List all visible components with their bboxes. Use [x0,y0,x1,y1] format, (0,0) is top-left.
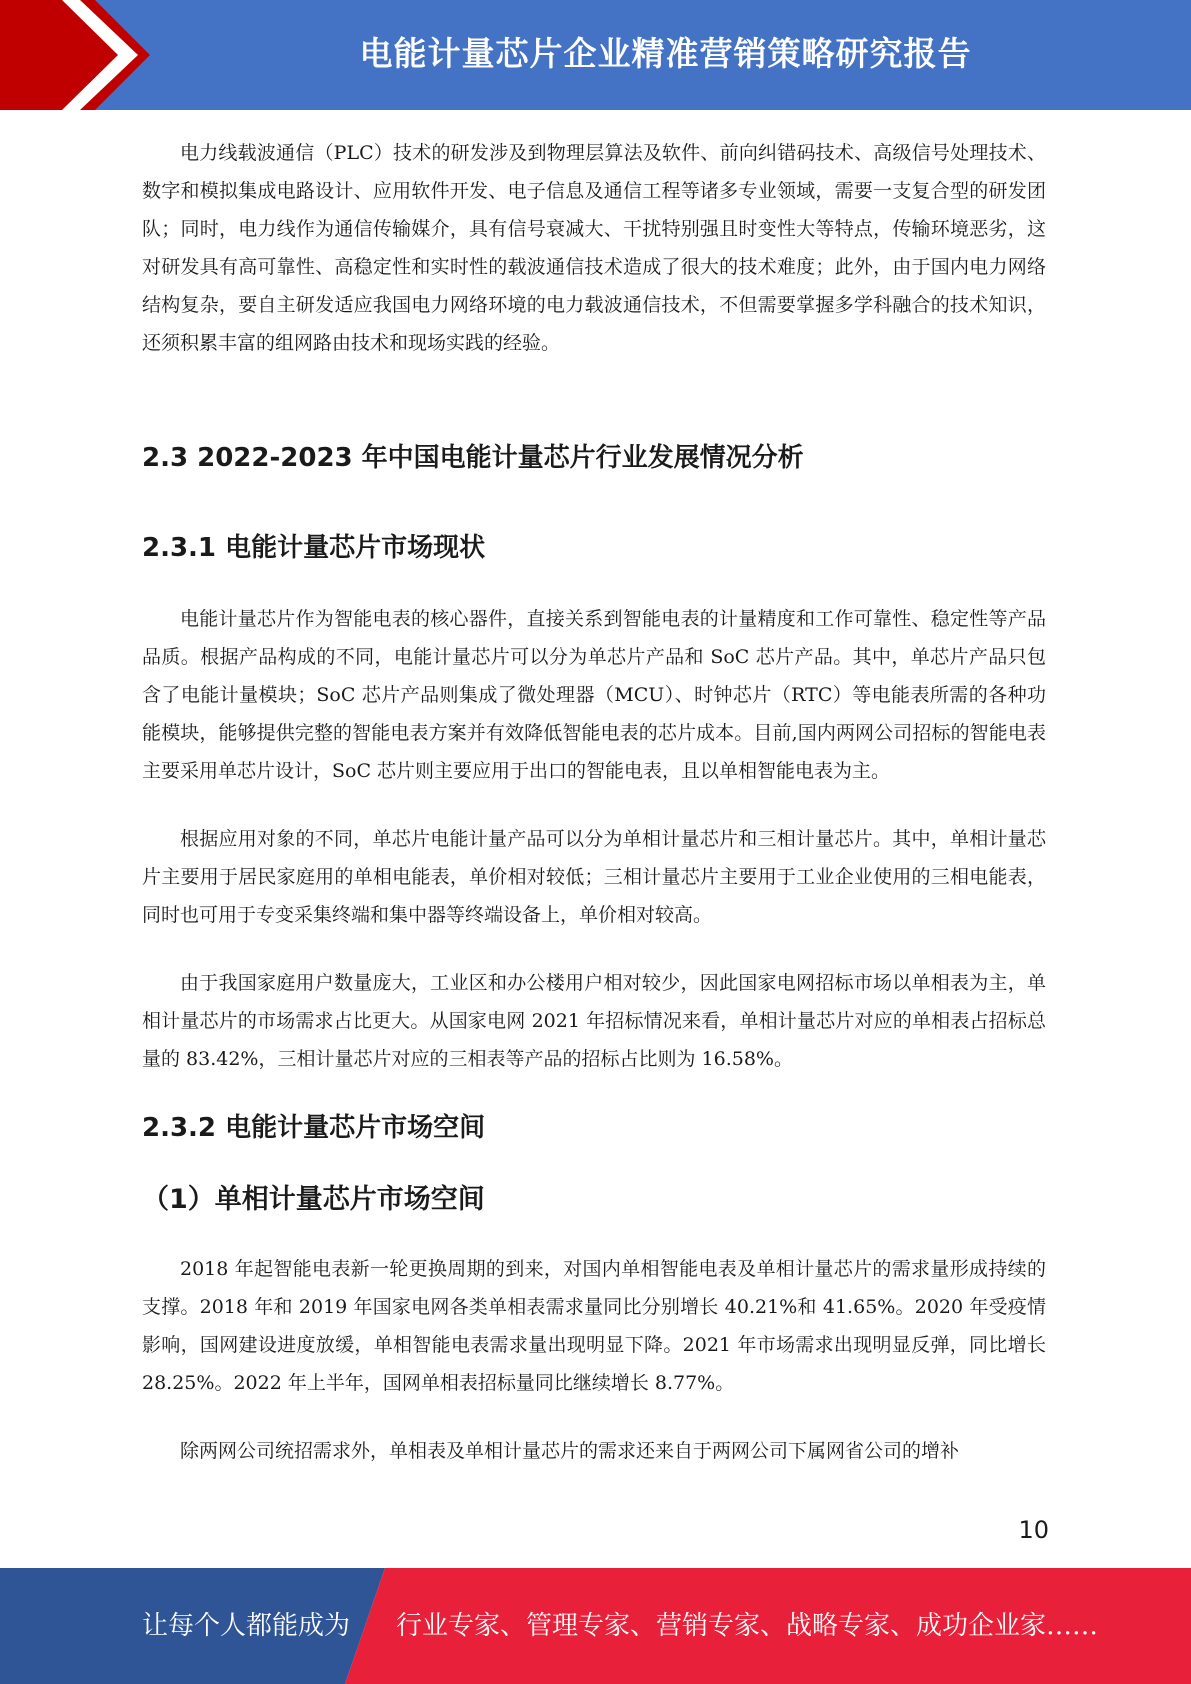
subsection-heading-single-phase: （1）单相计量芯片市场空间 [142,1184,485,1215]
footer-slogan-right: 行业专家、管理专家、营销专家、战略专家、成功企业家…… [396,1611,1099,1641]
paragraph-market-share: 由于我国家庭用户数量庞大，工业区和办公楼用户相对较少，因此国家电网招标市场以单相表为主，单相计量芯片的市场需求占比更大。从国家电网 2021 年招标情况来看，单相计量芯片对应的单相表占招标总量的 83.42%，三相计量芯片对应的三相表等产品的招标占比则为 16.58%。 [142,972,1046,1070]
page-number: 10 [1018,1516,1049,1544]
section-heading-2-3-2: 2.3.2 电能计量芯片市场空间 [142,1113,486,1143]
page-footer [0,1568,1191,1684]
page-header [0,0,1191,110]
section-heading-2-3: 2.3 2022-2023 年中国电能计量芯片行业发展情况分析 [142,443,804,473]
paragraph-market-status: 电能计量芯片作为智能电表的核心器件，直接关系到智能电表的计量精度和工作可靠性、稳定性等产品品质。根据产品构成的不同，电能计量芯片可以分为单芯片产品和 SoC 芯片产品。其中，单芯片产品只包含了电能计量模块；SoC 芯片产品则集成了微处理器（MCU）、时钟芯片（RTC）等电能表所需的各种功能模块，能够提供完整的智能电表方案并有效降低智能电表的芯片成本。目前,国内两网公司招标的智能电表主要采用单芯片设计，SoC 芯片则主要应用于出口的智能电表，且以单相智能电表为主。 [142,608,1046,782]
paragraph-additional-demand: 除两网公司统招需求外，单相表及单相计量芯片的需求还来自于两网公司下属网省公司的增补 [180,1440,960,1462]
paragraph-plc-technology: 电力线载波通信（PLC）技术的研发涉及到物理层算法及软件、前向纠错码技术、高级信号处理技术、数字和模拟集成电路设计、应用软件开发、电子信息及通信工程等诸多专业领域，需要一支复合型的研发团队；同时，电力线作为通信传输媒介，具有信号衰减大、干扰特别强且时变性大等特点，传输环境恶劣，这对研发具有高可靠性、高稳定性和实时性的载波通信技术造成了很大的技术难度；此外，由于国内电力网络结构复杂，要自主研发适应我国电力网络环境的电力载波通信技术，不但需要掌握多学科融合的技术知识，还须积累丰富的组网路由技术和现场实践的经验。 [142,142,1046,354]
footer-slogan-left: 让每个人都能成为 [142,1611,351,1641]
report-title: 电能计量芯片企业精准营销策略研究报告 [359,34,972,73]
paragraph-single-phase-demand: 2018 年起智能电表新一轮更换周期的到来，对国内单相智能电表及单相计量芯片的需求量形成持续的支撑。2018 年和 2019 年国家电网各类单相表需求量同比分别增长 40.21%和 41.65%。2020 年受疫情影响，国网建设进度放缓，单相智能电表需求量出现明显下降。2021 年市场需求出现明显反弹，同比增长 28.25%。2022 年上半年，国网单相表招标量同比继续增长 8.77%。 [142,1258,1046,1394]
paragraph-application-types: 根据应用对象的不同，单芯片电能计量产品可以分为单相计量芯片和三相计量芯片。其中，单相计量芯片主要用于居民家庭用的单相电能表，单价相对较低；三相计量芯片主要用于工业企业使用的三相电能表，同时也可用于专变采集终端和集中器等终端设备上，单价相对较高。 [142,828,1046,926]
page-content [142,134,1046,1470]
section-heading-2-3-1: 2.3.1 电能计量芯片市场现状 [142,533,486,563]
